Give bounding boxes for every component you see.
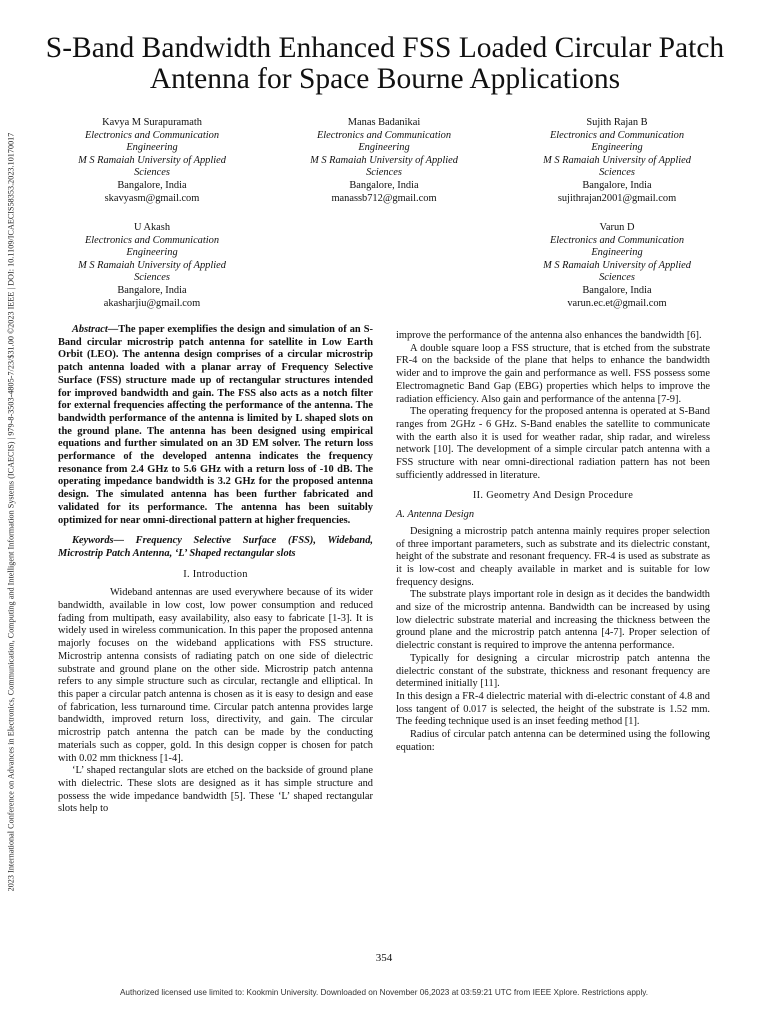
- author-city: Bangalore, India: [582, 284, 652, 296]
- author-dept-cont: Engineering: [591, 247, 643, 259]
- page-number: 354: [375, 952, 393, 964]
- left-column: [58, 324, 373, 816]
- license-footer: Authorized licensed use limited to: Kookmin University. Downloaded on November 06,2023 at 03:59:21 UTC from IEEE Xplore. Restrictions apply.: [119, 988, 649, 997]
- author-email: skavyasm@gmail.com: [104, 192, 200, 204]
- author-block: [284, 117, 484, 205]
- subsection-heading-antenna-design: A. Antenna Design: [396, 509, 475, 521]
- author-email: akasharjiu@gmail.com: [103, 297, 201, 309]
- author-dept: Electronics and Communication: [84, 234, 220, 246]
- author-univ-cont: Sciences: [599, 167, 635, 179]
- abstract-lead: Abstract: [72, 324, 108, 335]
- author-dept: Electronics and Communication: [316, 129, 452, 141]
- author-city: Bangalore, India: [349, 179, 419, 191]
- author-block: [52, 222, 252, 310]
- author-univ: M S Ramaiah University of Applied: [78, 154, 226, 166]
- author-dept-cont: Engineering: [591, 142, 643, 154]
- paragraph: The substrate plays important role in design as it decides the bandwidth and size of the microstrip antenna. Bandwidth can be increased by using low dielectric substrate material and increasing the thickness between the ground plane and the microstrip patch antenna [4-7]. Proper selection of dielectric constant is required to improve the antenna performance.: [396, 589, 710, 652]
- author-dept: Electronics and Communication: [84, 129, 220, 141]
- author-block: [52, 117, 252, 205]
- author-name: Kavya M Surapuramath: [102, 117, 202, 128]
- author-city: Bangalore, India: [117, 284, 187, 296]
- abstract-text: —The paper exemplifies the design and simulation of an S-Band circular microstrip patch antenna for satellite in Low Earth Orbit (LEO). The antenna design comprises of a circular microstrip patch antenna loaded with a planar array of Frequency Selective Surface (FSS) structure made up of rectangular structures intended for improved bandwidth and gain. The FSS also acts as a notch filter for external frequencies affecting the performance of the antenna. The bandwidth performance of the antenna is limited by L shaped slots on the ground plane. The antenna has been designed using empirical equations and further simulated on an 3D EM solver. The return loss performance of the developed antenna indicates the frequency resonance from 2.4 GHz to 5.6 GHz with a return loss of -10 dB. The operating impedance bandwidth is 3.2 GHz for the proposed antenna design. The simulated antenna has been further fabricated and validated for its performance. The antenna has been suitably optimized for near omni-directional pattern at higher frequencies.: [58, 324, 373, 526]
- paper-title: S-Band Bandwidth Enhanced FSS Loaded Circular Patch Antenna for Space Bourne Applications: [45, 32, 725, 95]
- paragraph: In this design a FR-4 dielectric material with di-electric constant of 4.8 and loss tangent of 0.017 is selected, the height of the substrate is 1.52 mm. The feeding technique used is an inset feeding method [1].: [396, 690, 710, 728]
- author-name: U Akash: [133, 222, 171, 233]
- abstract: [58, 324, 373, 527]
- keywords: Keywords— Frequency Selective Surface (FSS), Wideband, Microstrip Patch Antenna, ‘L’ Shaped rectangular slots: [58, 535, 373, 559]
- paragraph: ‘L’ shaped rectangular slots are etched on the backside of ground plane with dielectric. These slots are designed as it has simple structure and possess the wide impedance bandwidth [5]. These ‘L’ shaped rectangular slots help to: [58, 765, 373, 815]
- author-univ-cont: Sciences: [134, 167, 170, 179]
- author-name: Varun D: [599, 222, 635, 233]
- author-email: sujithrajan2001@gmail.com: [557, 192, 677, 204]
- author-email: varun.ec.et@gmail.com: [567, 297, 667, 309]
- section-heading-introduction: I. Introduction: [183, 568, 248, 580]
- paragraph: Designing a microstrip patch antenna mainly requires proper selection of three important parameters, such as substrate and its dielectric constant, height of the substrate and resonant frequency. FR-4 is used as substrate as it is low-cost and cheaply available in market and is suitable for low frequency designs.: [396, 525, 710, 588]
- paragraph: Wideband antennas are used everywhere because of its wider bandwidth, available in low cost, low power consumption and reduced fading from multipath, easy availability, also easy to fabricate [1-3]. It is widely used in wireless communication. In this paper the proposed antenna majorly focuses on the wideband applications with FSS structure. Microstrip antenna consists of radiating patch on one side of dielectric substrate and ground plane on the other side. Microstrip patch antenna refers to any simple structure such as circular, rectangle and elliptical. In this paper a circular patch antenna is chosen as it is easy to design and ease of fabrication, less turnaround time. Circular patch antenna provides large bandwidth, improved return loss, directivity, and gain. The circular microstrip patch antenna the patch can be made by the conducting materials such as copper, gold. In this design copper is chosen for patch with 0.02 mm thickness [1-4].: [58, 587, 373, 764]
- paragraph: improve the performance of the antenna also enhances the bandwidth [6].: [396, 330, 702, 341]
- author-block: [517, 117, 717, 205]
- author-dept: Electronics and Communication: [549, 234, 685, 246]
- right-column: [396, 330, 710, 755]
- author-city: Bangalore, India: [117, 179, 187, 191]
- paragraph: A double square loop a FSS structure, that is etched from the substrate FR-4 on the backside of the plane that helps to enhance the bandwidth wider and to improve the gain and performance as well. FSS possess some Electromagnetic Band Gap (EBG) properties which helps to improve the radiation efficiency. Also gain and performance of the antenna [7-9].: [396, 342, 710, 405]
- author-univ-cont: Sciences: [366, 167, 402, 179]
- author-univ-cont: Sciences: [134, 272, 170, 284]
- author-city: Bangalore, India: [582, 179, 652, 191]
- author-univ: M S Ramaiah University of Applied: [78, 259, 226, 271]
- author-univ: M S Ramaiah University of Applied: [310, 154, 458, 166]
- paragraph: Typically for designing a circular microstrip patch antenna the dielectric constant of the substrate, thickness and resonant frequency are determined initially [11].: [396, 652, 710, 690]
- conference-sidebar-text: 2023 International Conference on Advances in Electronics, Communication, Computing and Intelligent Information Systems (ICAECIS) | 979-8-3503-4805-7/23/$31.00 ©2023 IEEE | DOI: 10.1109/ICAECIS58353.2023.10170017: [6, 132, 16, 892]
- author-name: Sujith Rajan B: [586, 117, 648, 128]
- author-block: [517, 222, 717, 310]
- author-univ: M S Ramaiah University of Applied: [543, 154, 691, 166]
- author-univ: M S Ramaiah University of Applied: [543, 259, 691, 271]
- author-dept-cont: Engineering: [126, 247, 178, 259]
- author-email: manassb712@gmail.com: [331, 192, 437, 204]
- author-univ-cont: Sciences: [599, 272, 635, 284]
- conference-sidebar: [4, 52, 18, 972]
- author-dept-cont: Engineering: [358, 142, 410, 154]
- paragraph: Radius of circular patch antenna can be determined using the following equation:: [396, 729, 710, 753]
- paragraph: The operating frequency for the proposed antenna is operated at S-Band ranges from 2GHz - 6 GHz. S-Band enables the satellite to communicate with the earth also it is used for weather radar, ship radar, and wireless network [10]. The development of a simple circular patch antenna with a FSS structure with near omni-directional radiation pattern has not been sufficiently addressed in literature.: [396, 406, 710, 481]
- author-dept: Electronics and Communication: [549, 129, 685, 141]
- author-dept-cont: Engineering: [126, 142, 178, 154]
- author-name: Manas Badanikai: [347, 117, 421, 128]
- section-heading-geometry: II. Geometry And Design Procedure: [472, 490, 634, 502]
